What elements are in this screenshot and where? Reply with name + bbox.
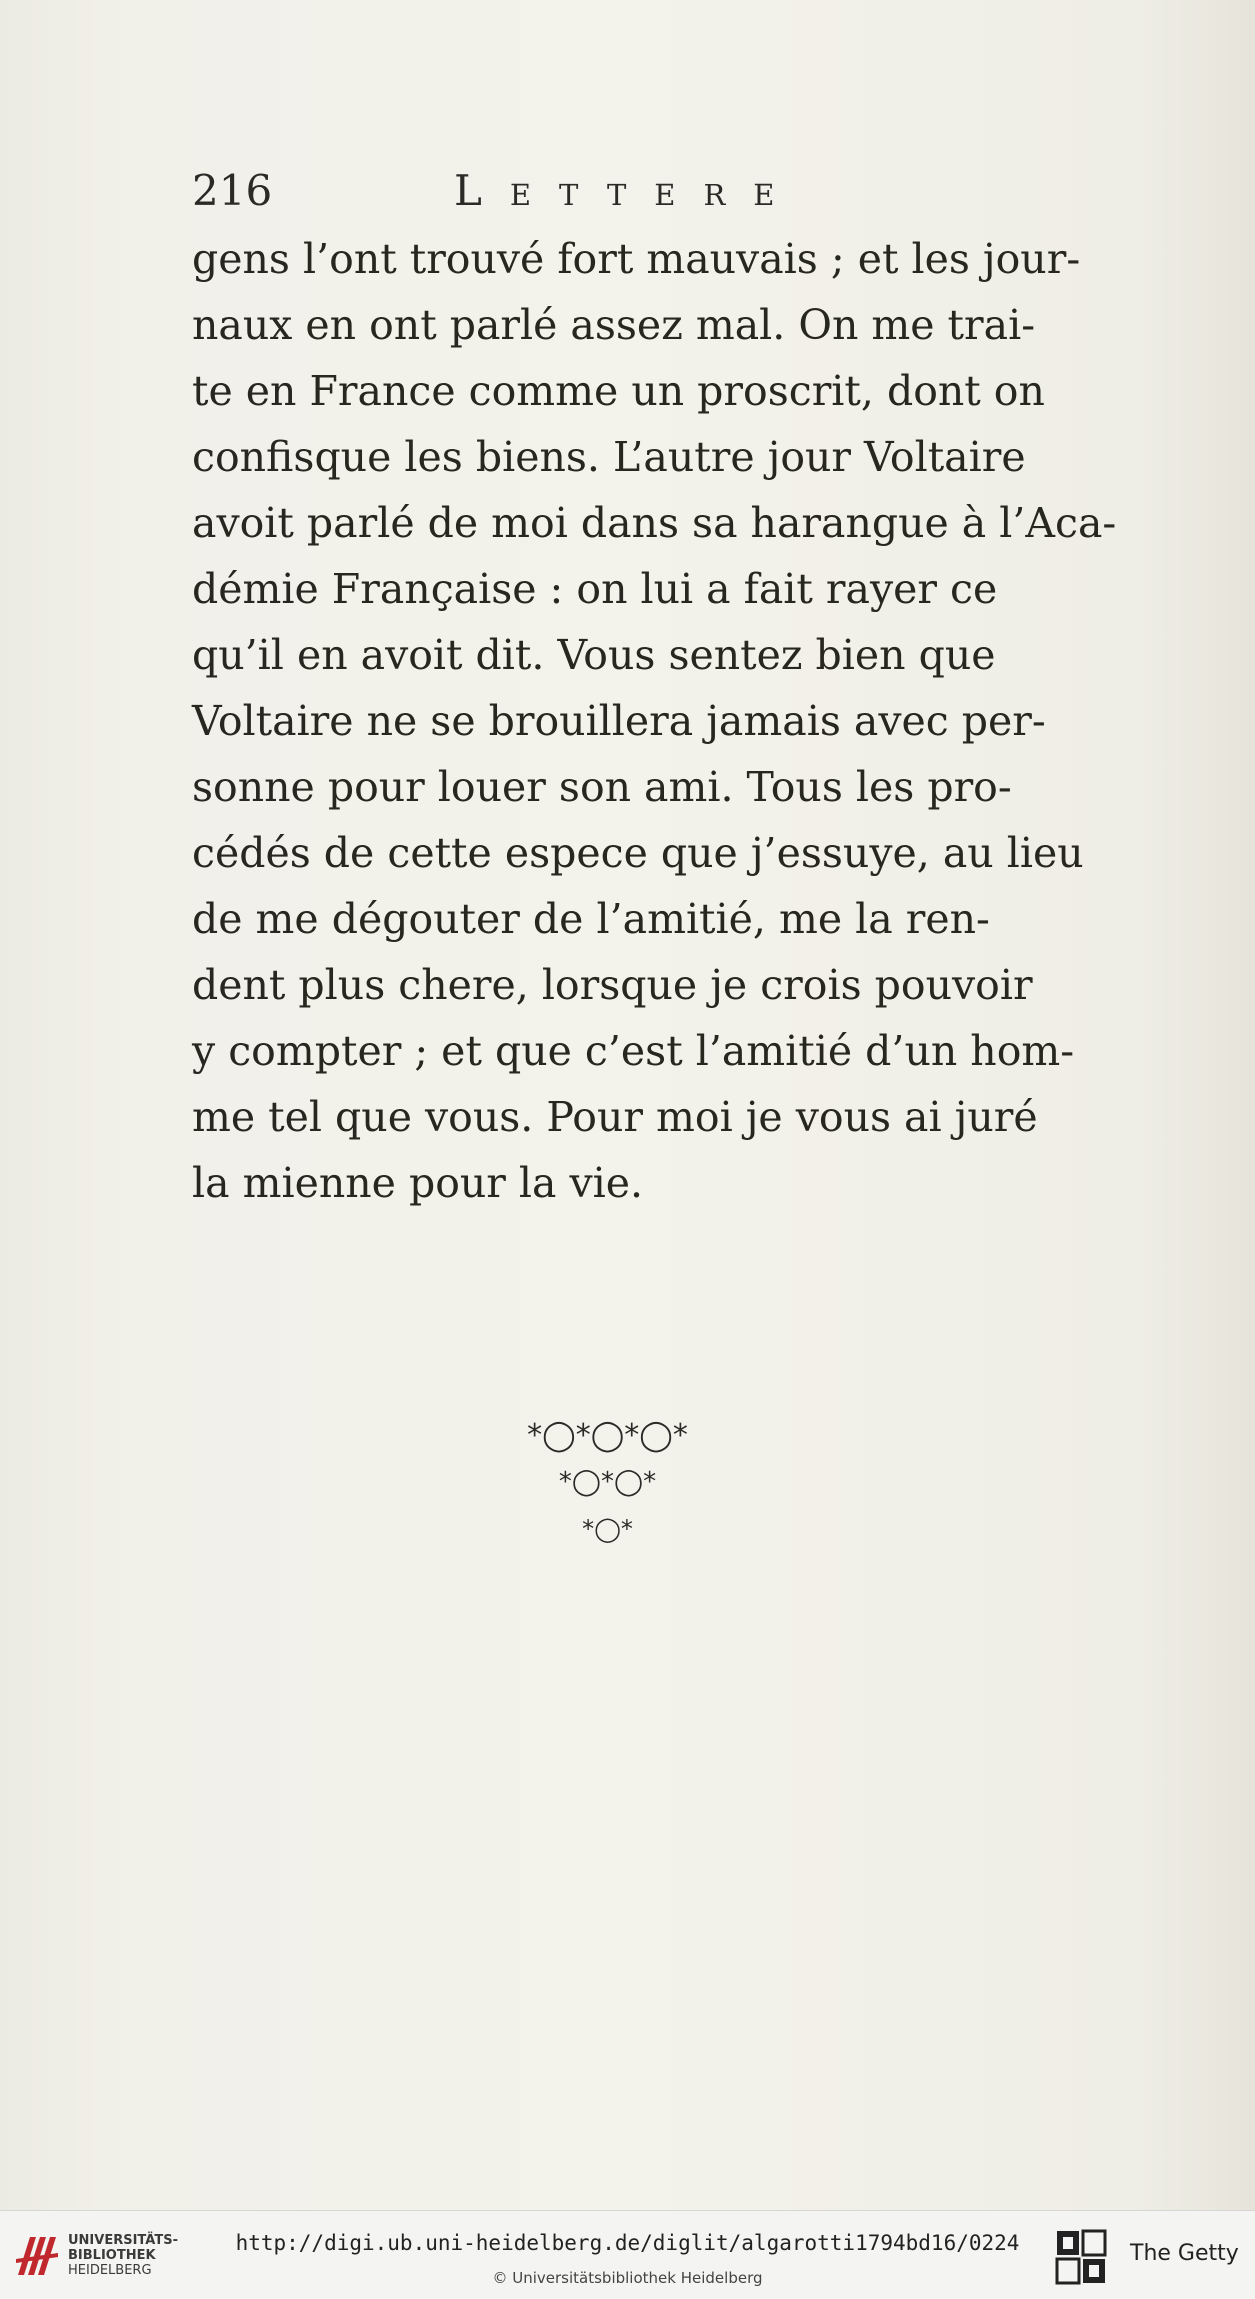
text-line: me tel que vous. Pour moi je vous ai juré	[192, 1093, 1038, 1141]
text-line: y compter ; et que c’est l’amitié d’un hom-	[192, 1027, 1075, 1075]
partner-name: The Getty	[1130, 2241, 1239, 2266]
text-line: cédés de cette espece que j’essuye, au lieu	[192, 829, 1084, 877]
text-line: naux en ont parlé assez mal. On me trai-	[192, 301, 1036, 349]
tail-ornament-row-1: *◯*◯*◯*	[527, 1418, 688, 1453]
institution-line: BIBLIOTHEK	[68, 2248, 156, 2263]
text-line: sonne pour louer son ami. Tous les pro-	[192, 763, 1012, 811]
page-number: 216	[192, 166, 273, 215]
text-line: gens l’ont trouvé fort mauvais ; et les jour-	[192, 235, 1081, 283]
tail-ornament-row-3: *◯*	[582, 1515, 633, 1543]
text-line: qu’il en avoit dit. Vous sentez bien que	[192, 631, 996, 679]
text-line: dent plus chere, lorsque je crois pouvoir	[192, 961, 1033, 1009]
text-line: de me dégouter de l’amitié, me la ren-	[192, 895, 990, 943]
text-line: la mienne pour la vie.	[192, 1159, 644, 1207]
text-line: confisque les biens. L’autre jour Voltaire	[192, 433, 1026, 481]
copyright-notice: © Universitätsbibliothek Heidelberg	[492, 2269, 763, 2287]
institution-line: HEIDELBERG	[68, 2263, 152, 2278]
permalink-url[interactable]: http://digi.ub.uni-heidelberg.de/diglit/algarotti1794bd16/0224	[235, 2231, 1020, 2255]
tail-ornament-row-2: *◯*◯*	[558, 1467, 657, 1497]
getty-logo-icon	[1055, 2229, 1107, 2285]
text-line: démie Française : on lui a fait rayer ce	[192, 565, 998, 613]
text-line: Voltaire ne se brouillera jamais avec per-	[192, 697, 1046, 745]
running-title: Lettere	[454, 166, 803, 215]
page-header	[192, 160, 912, 220]
institution-line: UNIVERSITÄTS-	[68, 2233, 178, 2248]
letter-body	[192, 226, 1142, 1216]
text-line: te en France comme un proscrit, dont on	[192, 367, 1045, 415]
text-line: avoit parlé de moi dans sa harangue à l’Aca-	[192, 499, 1117, 547]
viewer-footer	[0, 2210, 1255, 2299]
